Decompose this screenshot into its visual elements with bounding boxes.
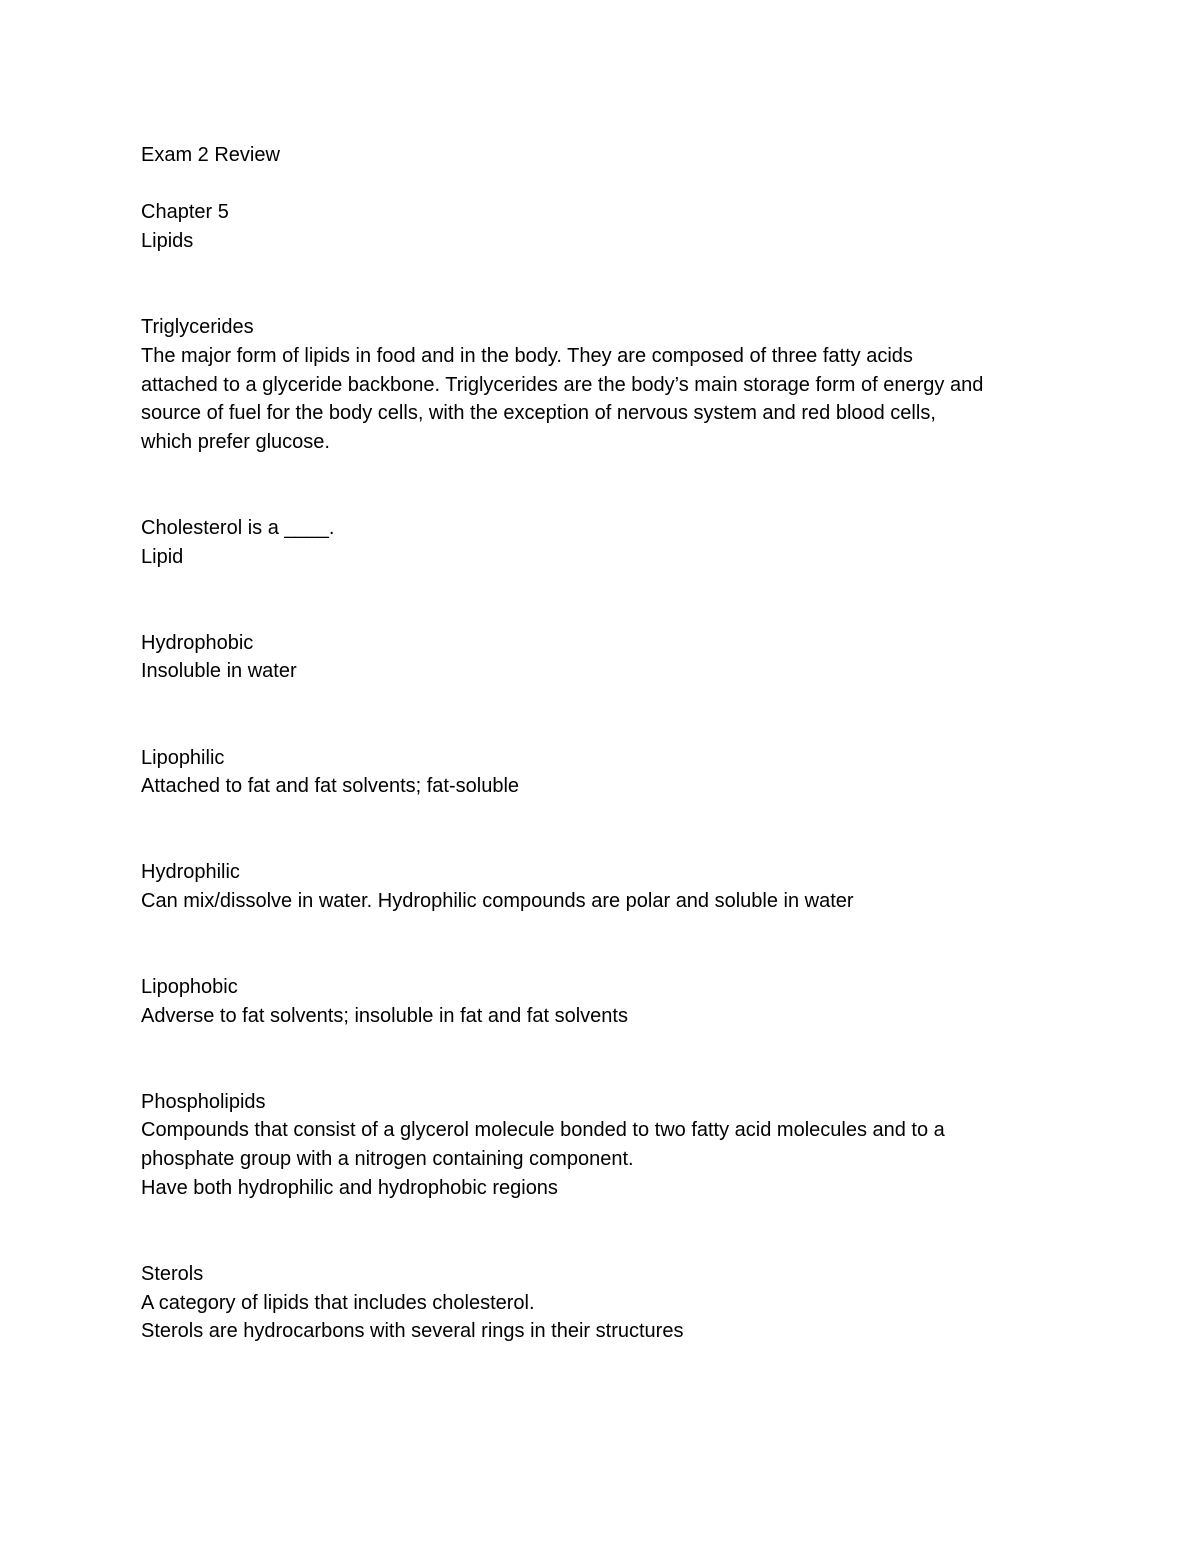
- entry-term: Hydrophilic: [141, 861, 240, 884]
- spacer: [141, 1030, 1081, 1087]
- topic-heading: Lipids: [141, 230, 194, 253]
- entry-definition-line: Sterols are hydrocarbons with several rings in their structures: [141, 1320, 684, 1343]
- entry-definition-line: attached to a glyceride backbone. Triglycerides are the body’s main storage form of energy and: [141, 373, 984, 396]
- entry-definition-line: A category of lipids that includes cholesterol.: [141, 1291, 535, 1314]
- entry-term: Phospholipids: [141, 1090, 266, 1113]
- entry-definition-line: source of fuel for the body cells, with the exception of nervous system and red blood cells,: [141, 402, 936, 425]
- entry-lipophobic: [141, 973, 1081, 1030]
- entry-definition-line: Have both hydrophilic and hydrophobic regions: [141, 1176, 558, 1199]
- entry-term: Lipophobic: [141, 976, 238, 999]
- entry-term: Hydrophobic: [141, 631, 254, 654]
- entry-triglycerides: [141, 313, 1081, 456]
- entry-lipophilic: [141, 744, 1081, 801]
- spacer: [141, 916, 1081, 973]
- document-title: Exam 2 Review: [141, 144, 280, 166]
- entry-definition-line: Can mix/dissolve in water. Hydrophilic compounds are polar and soluble in water: [141, 889, 854, 912]
- chapter-heading: Chapter 5: [141, 201, 229, 224]
- entry-cholesterol: [141, 514, 1081, 571]
- entry-term: Triglycerides: [141, 316, 254, 339]
- entry-definition-line: Adverse to fat solvents; insoluble in fat and fat solvents: [141, 1004, 628, 1027]
- spacer: [141, 686, 1081, 743]
- entry-hydrophobic: [141, 629, 1081, 686]
- entry-hydrophilic: [141, 858, 1081, 915]
- entry-definition-line: Compounds that consist of a glycerol molecule bonded to two fatty acid molecules and to a: [141, 1119, 945, 1142]
- entry-definition-line: which prefer glucose.: [141, 430, 330, 453]
- entry-term: Lipophilic: [141, 746, 225, 769]
- spacer: [141, 1203, 1081, 1260]
- entry-definition-line: Attached to fat and fat solvents; fat-soluble: [141, 775, 520, 798]
- entry-sterols: [141, 1260, 1081, 1346]
- entry-definition-line: Insoluble in water: [141, 660, 297, 683]
- document-body: [141, 141, 1081, 1346]
- spacer: [141, 571, 1081, 628]
- entry-definition-line: phosphate group with a nitrogen containing component.: [141, 1148, 634, 1171]
- spacer: [141, 457, 1081, 514]
- entry-definition-line: Lipid: [141, 545, 184, 568]
- spacer: [141, 256, 1081, 313]
- spacer: [141, 801, 1081, 858]
- entry-definition-line: The major form of lipids in food and in the body. They are composed of three fatty acids: [141, 344, 913, 367]
- entry-term: Sterols: [141, 1262, 204, 1285]
- entry-term: Cholesterol is a ____.: [141, 516, 335, 539]
- entry-phospholipids: [141, 1088, 1081, 1203]
- spacer: [141, 170, 1081, 199]
